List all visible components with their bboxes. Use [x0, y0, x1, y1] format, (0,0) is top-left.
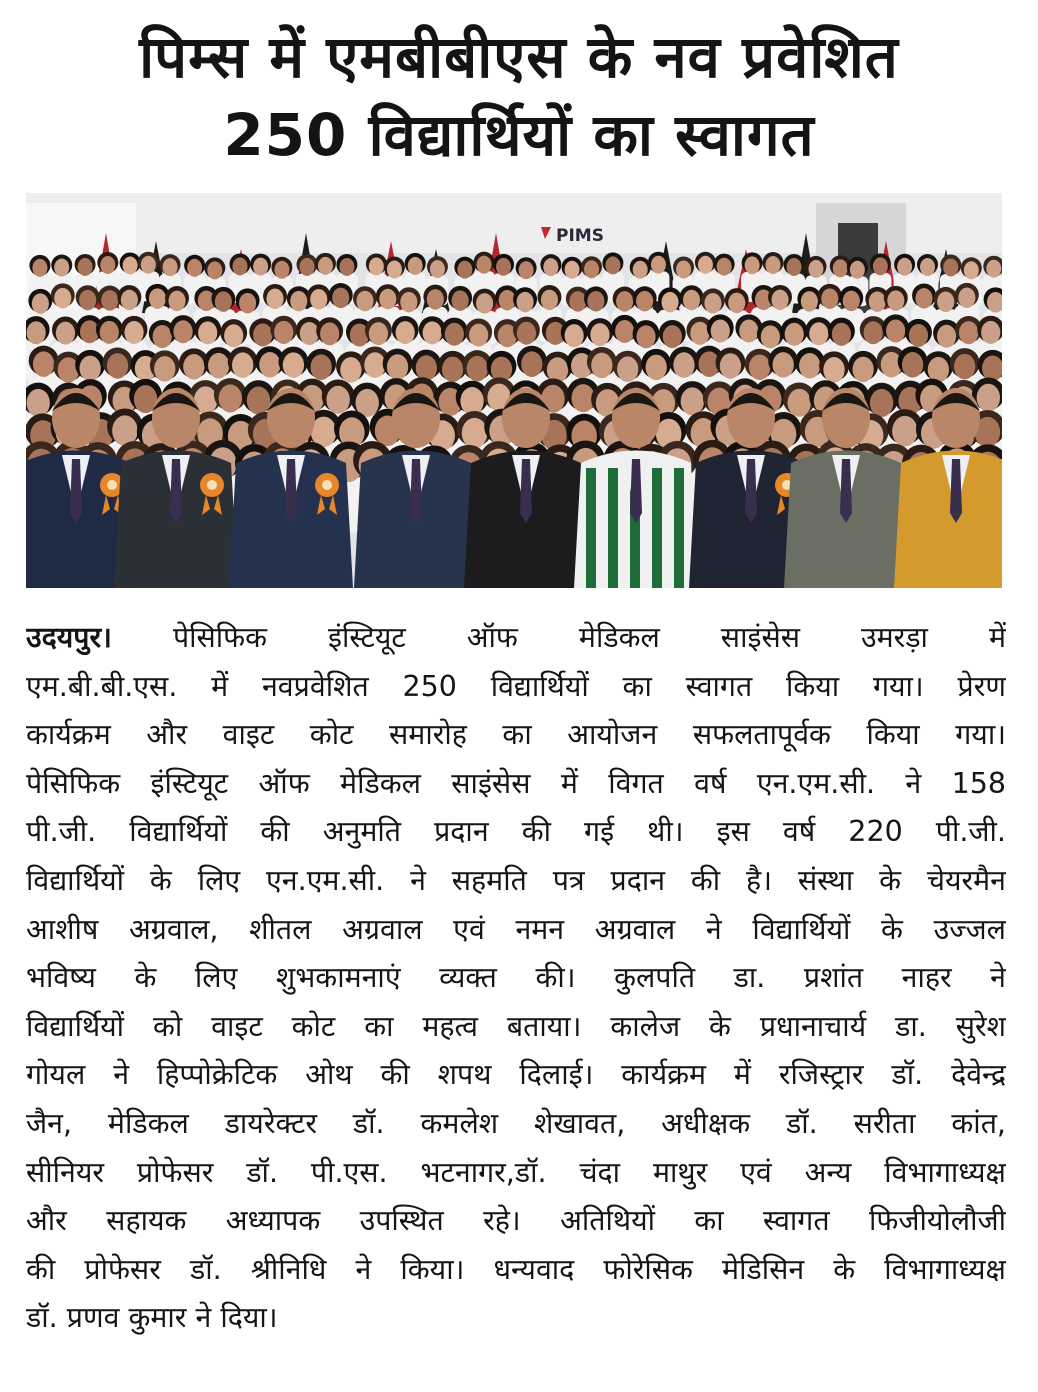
student-face	[300, 258, 315, 276]
student-face	[233, 257, 248, 275]
student-face	[215, 291, 232, 312]
student-face	[832, 323, 851, 346]
sweater-stripe	[586, 468, 596, 588]
student-face	[247, 387, 270, 415]
student-face	[259, 352, 280, 378]
student-face	[636, 291, 653, 312]
student-face	[32, 259, 47, 277]
student-face	[124, 321, 143, 344]
student-face	[173, 320, 192, 343]
student-face	[616, 291, 633, 312]
student-face	[387, 354, 408, 380]
student-face	[850, 261, 865, 279]
student-face	[954, 354, 975, 380]
article-line: सीनियर प्रोफेसर डॉ. पी.एस. भटनागर,डॉ. चंदा माथुर एवं अन्य विभागाध्यक्ष	[26, 1155, 1006, 1189]
student-face	[661, 292, 678, 313]
student-face	[79, 290, 96, 311]
front-row-guests	[26, 388, 1002, 588]
student-face	[369, 257, 384, 275]
student-face	[318, 257, 333, 275]
student-face	[698, 256, 713, 274]
student-face	[937, 325, 956, 348]
rosette-center	[207, 480, 217, 490]
article-line: पेसिफिक इंस्टियूट ऑफ मेडिकल साइंसेस में विगत वर्ष एन.एम.सी. ने 158	[26, 766, 1006, 800]
student-face	[651, 256, 666, 274]
student-face	[958, 287, 975, 308]
student-face	[153, 325, 172, 348]
student-face	[676, 260, 691, 278]
article-body	[26, 614, 1006, 1343]
student-face	[400, 292, 417, 313]
student-face	[801, 291, 818, 312]
student-face	[32, 293, 49, 314]
article-line: भविष्य के लिए शुभकामनाएं व्यक्त की। कुलपति डा. प्रशांत नाहर ने	[26, 961, 1006, 995]
article-line: एम.बी.बी.एस. में नवप्रवेशित 250 विद्यार्थियों का स्वागत किया गया। प्रेरण	[26, 669, 1006, 703]
student-face	[427, 289, 444, 310]
student-face	[749, 354, 770, 380]
article-line: डॉ. प्रणव कुमार ने दिया।	[26, 1301, 278, 1335]
student-face	[646, 355, 667, 381]
student-face	[886, 319, 905, 342]
student-face	[496, 258, 511, 276]
article-line: आशीष अग्रवाल, शीतल अग्रवाल एवं नमन अग्रवाल ने विद्यार्थियों के उज्जल	[26, 912, 1006, 946]
student-face	[711, 319, 730, 342]
student-face	[920, 258, 935, 276]
student-face	[219, 384, 242, 412]
student-face	[565, 261, 580, 279]
student-face	[339, 258, 354, 276]
student-face	[633, 261, 648, 279]
student-face	[808, 260, 823, 278]
guest-tie	[520, 459, 532, 523]
student-face	[364, 352, 385, 378]
headline	[0, 18, 1038, 174]
student-face	[310, 354, 331, 380]
student-face	[787, 258, 802, 276]
student-face	[591, 353, 612, 379]
student-face	[869, 291, 886, 312]
student-face	[123, 256, 138, 274]
student-face	[79, 356, 100, 382]
student-face	[864, 321, 883, 344]
article-line	[26, 614, 1006, 663]
student-face	[232, 352, 253, 378]
article-line-text: पेसिफिक इंस्टियूट ऑफ मेडिकल साइंसेस उमरड़ा में	[111, 621, 1006, 654]
student-face	[565, 324, 584, 347]
student-face	[821, 288, 838, 309]
student-face	[986, 260, 1001, 278]
guest-tie	[840, 459, 852, 523]
student-face	[617, 356, 638, 382]
student-face	[809, 322, 828, 345]
article-line: की प्रोफेसर डॉ. श्रीनिधि ने किया। धन्यवाद फोरेसिक मेडिसिन के विभागाध्यक्ष	[26, 1252, 1006, 1286]
student-face	[408, 257, 423, 275]
student-face	[909, 324, 928, 347]
guest-tie	[630, 459, 642, 523]
student-face	[430, 260, 445, 278]
student-face	[457, 261, 472, 279]
student-face	[928, 357, 949, 383]
student-face	[937, 291, 954, 312]
article-line: कार्यक्रम और वाइट कोट समारोह का आयोजन सफलतापूर्वक किया गया।	[26, 718, 1006, 752]
student-face	[785, 323, 804, 346]
student-face	[224, 324, 243, 347]
student-face	[673, 352, 694, 378]
student-face	[517, 292, 534, 313]
student-face	[163, 258, 178, 276]
student-face	[183, 354, 204, 380]
sweater-stripe	[608, 468, 618, 588]
student-face	[476, 293, 493, 314]
student-face	[396, 321, 415, 344]
student-face	[543, 258, 558, 276]
student-face	[873, 257, 888, 275]
student-face	[253, 323, 272, 346]
student-face	[416, 355, 437, 381]
student-face	[977, 384, 1000, 412]
student-face	[853, 357, 874, 383]
group-photo-illustration	[26, 193, 1002, 588]
student-face	[636, 325, 655, 348]
student-face	[717, 258, 732, 276]
banner-logo-text: PIMS	[556, 226, 604, 246]
student-face	[615, 320, 634, 343]
student-face	[799, 353, 820, 379]
student-face	[902, 352, 923, 378]
headline-line-1: पिम्स में एमबीबीएस के नव प्रवेशित	[139, 23, 899, 91]
student-face	[33, 351, 54, 377]
student-face	[462, 418, 488, 449]
student-face	[843, 291, 860, 312]
guest-tie	[410, 459, 422, 523]
student-face	[590, 323, 609, 346]
student-face	[101, 290, 118, 311]
student-face	[207, 261, 222, 279]
student-face	[517, 322, 536, 345]
student-face	[887, 290, 904, 311]
student-face	[587, 291, 604, 312]
student-face	[379, 289, 396, 310]
student-face	[290, 291, 307, 312]
guest-tie	[950, 459, 962, 523]
student-face	[423, 321, 442, 344]
student-face	[477, 256, 492, 274]
dateline: उदयपुर।	[26, 621, 112, 654]
student-face	[187, 259, 202, 277]
student-face	[310, 289, 327, 310]
student-face	[27, 389, 50, 417]
student-face	[765, 256, 780, 274]
student-face	[239, 293, 256, 314]
student-face	[107, 353, 128, 379]
student-face	[320, 322, 339, 345]
article-line: विद्यार्थियों को वाइट कोट का महत्व बताया। कालेज के प्रधानाचार्य डा. सुरेश	[26, 1009, 1006, 1043]
article-line: गोयल ने हिप्पोक्रेटिक ओथ की शपथ दिलाई। कार्यक्रम में रजिस्ट्रार डॉ. देवेन्द्र	[26, 1058, 1006, 1092]
student-face	[266, 289, 283, 310]
student-face	[728, 293, 745, 314]
article-line: पी.जी. विद्यार्थियों की अनुमति प्रदान की गई थी। इस वर्ष 220 पी.जी.	[26, 815, 1006, 849]
student-face	[100, 256, 115, 274]
student-face	[469, 324, 488, 347]
student-face	[739, 319, 758, 342]
student-face	[823, 357, 844, 383]
sweater-stripe	[674, 468, 684, 588]
student-face	[340, 357, 361, 383]
student-face	[100, 321, 119, 344]
student-face	[892, 416, 918, 447]
student-face	[521, 351, 542, 377]
student-face	[681, 387, 704, 415]
student-face	[332, 288, 349, 309]
student-face	[274, 321, 293, 344]
student-face	[964, 261, 979, 279]
rosette-center	[322, 480, 332, 490]
student-face	[56, 322, 75, 345]
student-face	[915, 288, 932, 309]
student-face	[460, 387, 483, 415]
student-face	[283, 352, 304, 378]
student-face	[168, 291, 185, 312]
article-line: और सहायक अध्यापक उपस्थित रहे। अतिथियों का स्वागत फिजीयोलौजी	[26, 1204, 1006, 1238]
student-face	[584, 260, 599, 278]
article-line: जैन, मेडिकल डायरेक्टर डॉ. कमलेश शेखावत, अधीक्षक डॉ. सरीता कांत,	[26, 1106, 1006, 1140]
student-face	[300, 322, 319, 345]
student-face	[720, 353, 741, 379]
student-face	[773, 352, 794, 378]
student-face	[943, 258, 958, 276]
student-face	[141, 256, 156, 274]
student-face	[745, 256, 760, 274]
student-face	[387, 261, 402, 279]
student-face	[704, 293, 721, 314]
student-face	[467, 356, 488, 382]
guest-tie	[285, 459, 297, 523]
student-face	[519, 261, 534, 279]
student-face	[54, 288, 71, 309]
student-face	[149, 288, 166, 309]
student-face	[452, 290, 469, 311]
student-face	[356, 291, 373, 312]
student-face	[369, 322, 388, 345]
group-photo	[26, 193, 1002, 588]
student-face	[959, 321, 978, 344]
headline-line-2: 250 विद्यार्थियों का स्वागत	[223, 101, 815, 169]
student-face	[198, 321, 217, 344]
student-face	[788, 389, 811, 417]
student-face	[897, 258, 912, 276]
student-face	[326, 386, 349, 414]
student-face	[208, 353, 229, 379]
guest-tie	[70, 459, 82, 523]
guest-tie	[745, 459, 757, 523]
student-face	[605, 256, 620, 274]
student-face	[833, 259, 848, 277]
article-line: विद्यार्थियों के लिए एन.एम.सी. ने सहमति पत्र प्रदान की है। संस्था के चेयरमैन	[26, 863, 1006, 897]
student-face	[54, 259, 69, 277]
student-face	[569, 291, 586, 312]
student-face	[663, 325, 682, 348]
student-face	[445, 323, 464, 346]
student-face	[771, 290, 788, 311]
student-face	[253, 258, 268, 276]
student-face	[442, 357, 463, 383]
student-face	[121, 290, 138, 311]
student-face	[761, 325, 780, 348]
student-face	[78, 258, 93, 276]
sweater-stripe	[652, 468, 662, 588]
guest-tie	[170, 459, 182, 523]
student-face	[683, 290, 700, 311]
student-face	[981, 321, 1000, 344]
student-face	[154, 356, 175, 382]
student-face	[870, 389, 893, 417]
student-face	[274, 261, 289, 279]
student-face	[27, 321, 46, 344]
rosette-center	[107, 480, 117, 490]
student-face	[541, 290, 558, 311]
student-face	[690, 322, 709, 345]
